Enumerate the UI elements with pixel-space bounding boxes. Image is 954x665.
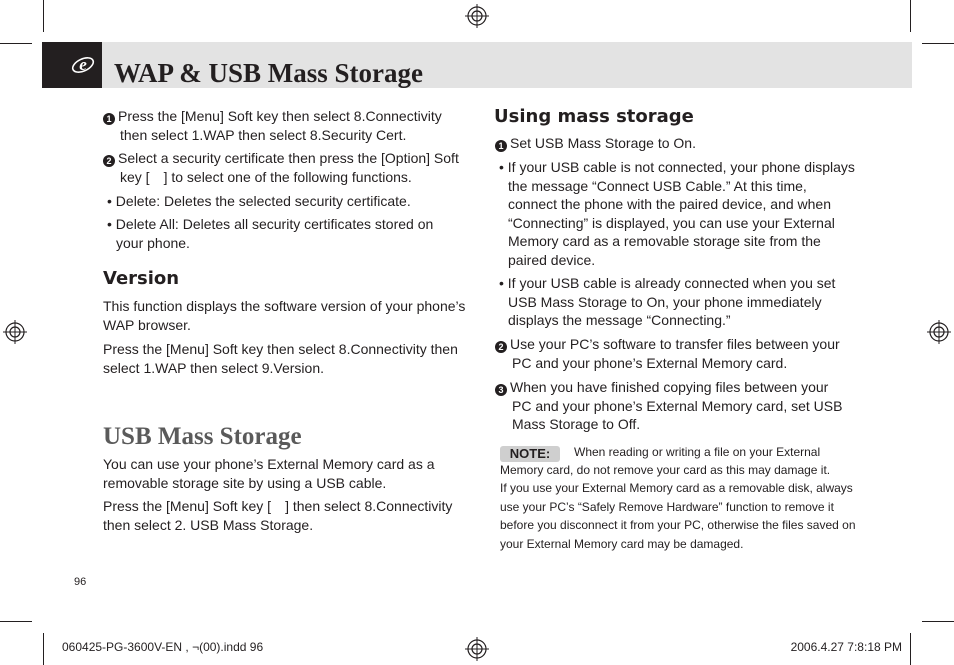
text-line: Select a security certificate then press the [Option] Soft xyxy=(118,150,459,166)
text-line: Press the [Menu] Soft key [ ] then select 8.Connectivity xyxy=(103,498,453,514)
note-body xyxy=(500,461,856,553)
crop-mark xyxy=(910,633,911,665)
text-line: Press the [Menu] Soft key then select 8.Connectivity then xyxy=(103,341,458,357)
version-paragraph-1 xyxy=(103,297,465,334)
version-paragraph-2 xyxy=(103,340,458,377)
text-line: USB Mass Storage to On, your phone immediately xyxy=(508,293,822,310)
crop-mark xyxy=(922,621,954,622)
note-line: before you disconnect it from your PC, otherwise the files saved on xyxy=(500,518,856,533)
svg-text:e: e xyxy=(79,55,87,74)
crop-mark xyxy=(0,621,32,622)
text-line: Mass Storage to Off. xyxy=(512,416,641,432)
usb-paragraph-1 xyxy=(103,455,435,492)
text-line: the message “Connect USB Cable.” At this time, xyxy=(508,177,807,194)
text-line: paired device. xyxy=(508,251,596,268)
registration-mark-icon xyxy=(465,4,489,28)
crop-mark xyxy=(922,43,954,44)
crop-mark xyxy=(910,0,911,32)
left-step-2 xyxy=(103,149,463,186)
text-line: PC and your phone’s External Memory card, set USB xyxy=(512,397,843,414)
text-line: You can use your phone’s External Memory card as a xyxy=(103,456,435,472)
text-line: • If your USB cable is not connected, your phone displays xyxy=(499,159,855,175)
text-line: Press the [Menu] Soft key then select 8.Connectivity xyxy=(118,108,442,124)
header-icon-box xyxy=(42,42,102,88)
step-number-badge: 3 xyxy=(495,384,507,396)
text-line: PC and your phone’s External Memory card. xyxy=(512,354,788,371)
crop-mark xyxy=(0,43,32,44)
page-number: 96 xyxy=(74,576,87,588)
step-number-badge: 1 xyxy=(495,140,507,152)
text-line: then select 2. USB Mass Storage. xyxy=(103,516,314,533)
footer-timestamp: 2006.4.27 7:8:18 PM xyxy=(790,640,902,654)
web-browser-icon xyxy=(70,54,96,76)
step-number-badge: 2 xyxy=(103,155,115,167)
note-line: your External Memory card may be damaged. xyxy=(500,536,744,551)
usb-paragraph-2 xyxy=(103,497,452,534)
text-line: Set USB Mass Storage to On. xyxy=(510,135,696,151)
note-line: Memory card, do not remove your card as this may damage it. xyxy=(500,463,831,477)
page-title: WAP & USB Mass Storage xyxy=(114,58,423,88)
bullet-delete xyxy=(107,192,467,211)
text-line: “Connecting” is displayed, you can use your External xyxy=(508,214,835,231)
text-line: When you have finished copying files between your xyxy=(510,379,829,395)
note-line: use your PC’s “Safely Remove Hardware” function to remove it xyxy=(500,499,834,514)
footer-filename: 060425-PG-3600V-EN , ¬(00).indd 96 xyxy=(62,640,264,654)
step-number-badge: 2 xyxy=(495,341,507,353)
bullet-already-connected xyxy=(499,274,835,330)
text-line: WAP browser. xyxy=(103,316,191,333)
registration-mark-icon xyxy=(927,320,951,344)
text-line: connect the phone with the paired device, and when xyxy=(508,196,832,212)
text-line: displays the message “Connecting.” xyxy=(508,312,731,328)
step-number-badge: 1 xyxy=(103,113,115,125)
right-step-1 xyxy=(495,134,696,153)
note-badge: NOTE: xyxy=(500,446,560,462)
right-step-3 xyxy=(495,378,842,434)
registration-mark-icon xyxy=(465,637,489,661)
text-line: • Delete All: Deletes all security certificates stored on xyxy=(107,216,434,232)
text-line: select 1.WAP then select 9.Version. xyxy=(103,359,325,376)
text-line: • Delete: Deletes the selected security certificate. xyxy=(107,193,411,209)
text-line: • If your USB cable is already connected when you set xyxy=(499,275,836,291)
text-line: then select 1.WAP then select 8.Security Cert. xyxy=(120,126,407,143)
text-line: removable storage site by using a USB cable. xyxy=(103,474,387,491)
note-line: When reading or writing a file on your External xyxy=(574,445,821,459)
text-line: key [ ] to select one of the following functions. xyxy=(120,168,412,185)
text-line: your phone. xyxy=(116,234,190,251)
crop-mark xyxy=(43,633,44,665)
registration-mark-icon xyxy=(3,320,27,344)
using-mass-storage-heading: Using mass storage xyxy=(494,106,694,127)
text-line: This function displays the software version of your phone’s xyxy=(103,298,466,314)
left-step-1 xyxy=(103,107,463,144)
bullet-delete-all xyxy=(107,215,467,252)
text-line: Memory card as a removable storage site from the xyxy=(508,233,821,249)
note-line: If you use your External Memory card as a removable disk, always xyxy=(500,481,853,496)
version-heading: Version xyxy=(103,268,180,289)
crop-mark xyxy=(43,0,44,32)
text-line: Use your PC’s software to transfer files between your xyxy=(510,336,840,352)
right-step-2 xyxy=(495,335,840,372)
bullet-not-connected xyxy=(499,158,855,269)
usb-mass-storage-heading: USB Mass Storage xyxy=(103,423,302,450)
